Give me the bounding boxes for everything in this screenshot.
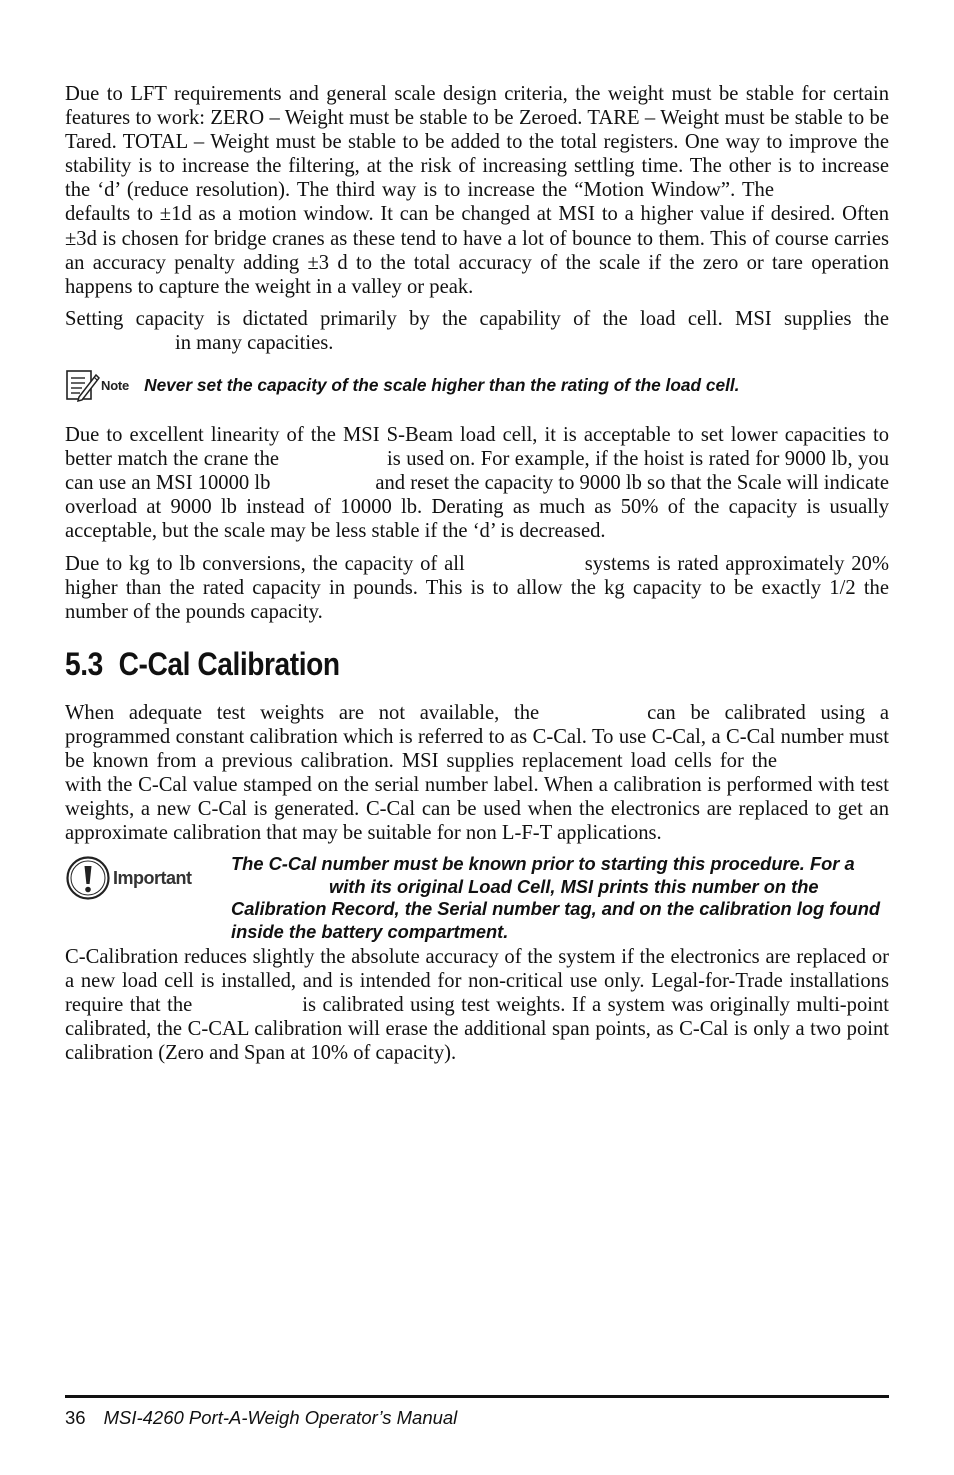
text-run: in many capacities. — [175, 331, 334, 354]
paragraph-linearity — [65, 423, 889, 543]
section-number: 5.3 — [65, 645, 103, 682]
text-run: is used on. For example, if the hoist is rated for 9000 lb, you can use an MSI 10000 lb — [65, 448, 890, 495]
paragraph-stability — [65, 82, 889, 299]
text-run: with the C-Cal value stamped on the serial number label. When a calibration is performed with test weights, a new C-Cal is generated. C-Cal can be used when the electronics are replaced to get an approximate calibration that may be suitable for non L-F-T applications. — [65, 774, 889, 845]
note-pencil-icon — [65, 367, 101, 403]
text-run: Due to LFT requirements and general scale design criteria, the weight must be stable for certain features to work: ZERO – Weight must be stable to be Zeroed. TARE – Weight must be stable to be Tared. TOTAL – Weight must be stable to be added to the total registers. One way to improve the stability is to increase the filtering, at the risk of increasing settling time. The other is to increase the ‘d’ (reduce resolution). The third way is to increase the “Motion Window”. The — [65, 83, 889, 202]
section-heading — [65, 646, 790, 683]
page-content — [65, 82, 889, 1073]
text-run: Due to excellent linearity of the MSI S-Beam load cell, it is acceptable to set lower capacities to better match the crane the — [65, 424, 889, 471]
important-text — [231, 853, 889, 943]
text-run: Due to kg to lb conversions, the capacity of all — [65, 552, 465, 575]
paragraph-ccal-intro — [65, 701, 889, 846]
important-callout — [65, 853, 889, 943]
important-label: Important — [113, 867, 192, 888]
text-run: defaults to ±1d as a motion window. It can be changed at MSI to a higher value if desired. Often ±3d is chosen for bridge cranes as these tend to have a lot of bounce to them. This of course carries an accuracy penalty adding ±3 d to the total accuracy of the scale if the zero or tare operation happens to capture the weight in a valley or peak. — [65, 203, 889, 298]
note-callout — [65, 367, 889, 403]
page-number: 36 — [65, 1407, 86, 1428]
text-run: with its original Load Cell, MSI prints this number on the Calibration Record, the Serial number tag, and on the calibration log found inside the battery compartment. — [231, 875, 881, 942]
paragraph-capacity — [65, 307, 889, 355]
text-run: and reset the capacity to 9000 lb so that the Scale will indicate overload at 9000 lb instead of 10000 lb. Derating as much as 50% of the capacity is usually acceptable, but the scale may be less stable if the ‘d’ is decreased. — [65, 472, 889, 543]
exclamation-circle-icon — [65, 855, 111, 901]
manual-title: MSI-4260 Port-A-Weigh Operator’s Manual — [103, 1407, 458, 1428]
text-run: Setting capacity is dictated primarily by the capability of the load cell. MSI supplies the — [65, 307, 889, 330]
page-footer — [65, 1395, 889, 1429]
paragraph-ccal-accuracy — [65, 945, 889, 1065]
text-run: The C-Cal number must be known prior to starting this procedure. For a — [231, 853, 855, 875]
section-title: C-Cal Calibration — [118, 645, 340, 682]
text-run: systems is rated approximately 20% higher than the rated capacity in pounds. This is to allow the kg capacity to be exactly 1/2 the number of the pounds capacity. — [65, 552, 889, 623]
note-text: Never set the capacity of the scale higher than the rating of the load cell. — [144, 374, 740, 395]
paragraph-conversions — [65, 552, 889, 624]
text-run: When adequate test weights are not available, the — [65, 701, 540, 724]
text-run: is calibrated using test weights. If a system was originally multi-point calibrated, the C-CAL calibration will erase the additional span points, as C-Cal is only a two point calibration (Zero and Span at 10% of capacity). — [65, 994, 889, 1065]
text-run: C-Calibration reduces slightly the absolute accuracy of the system if the electronics are replaced or a new load cell is installed, and is intended for non-critical use only. Legal-for-Trade installations require that the — [65, 945, 889, 1017]
text-run: can be calibrated using a programmed constant calibration which is referred to as C-Cal. To use C-Cal, a C-Cal number must be known from a previous calibration. MSI supplies replacement load cells for the — [65, 701, 889, 772]
note-label: Note — [101, 377, 130, 393]
